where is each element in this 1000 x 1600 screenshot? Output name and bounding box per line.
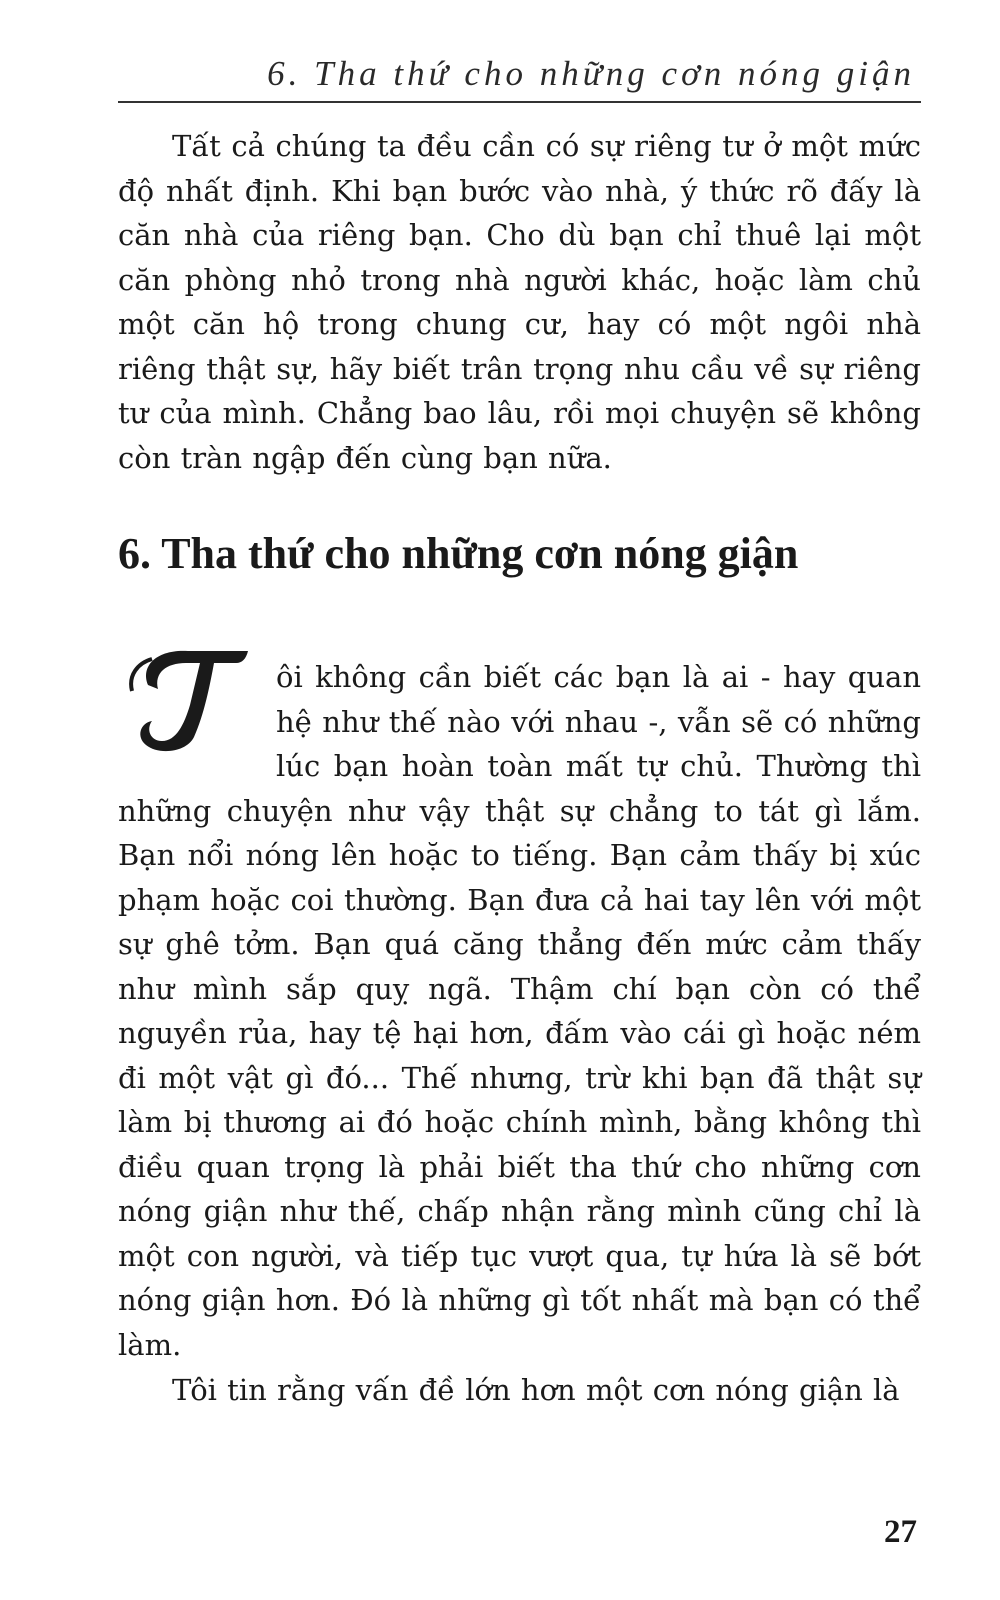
book-page (118, 0, 921, 1600)
page-number: 27 (884, 1514, 917, 1550)
dropcap-t-icon (118, 645, 258, 755)
paragraph-continuation: Tôi tin rằng vấn đề lớn hơn một cơn nóng giận là (172, 1373, 900, 1407)
header-divider (118, 101, 921, 103)
paragraph-privacy: Tất cả chúng ta đều cần có sự riêng tư ở một mức độ nhất định. Khi bạn bước vào nhà, ý thức rõ đấy là căn nhà của riêng bạn. Cho dù bạn chỉ thuê lại một căn phòng nhỏ trong nhà người khác, hoặc làm chủ một căn hộ trong chung cư, hay có một ngôi nhà riêng thật sự, hãy biết trân trọng nhu cầu về sự riêng tư của mình. Chẳng bao lâu, rồi mọi chuyện sẽ không còn tràn ngập đến cùng bạn nữa. (118, 129, 921, 475)
paragraph-anger (118, 655, 921, 1367)
running-header: 6. Tha thứ cho những cơn nóng giận (267, 54, 915, 93)
section-heading: 6. Tha thứ cho những cơn nóng giận (118, 529, 799, 578)
paragraph-anger-text: ôi không cần biết các bạn là ai - hay quan hệ như thế nào với nhau -, vẫn sẽ có những lúc bạn hoàn toàn mất tự chủ. Thường thì những chuyện như vậy thật sự chẳng to tát gì lắm. Bạn nổi nóng lên hoặc to tiếng. Bạn cảm thấy bị xúc phạm hoặc coi thường. Bạn đưa cả hai tay lên với một sự ghê tởm. Bạn quá căng thẳng đến mức cảm thấy như mình sắp quỵ ngã. Thậm chí bạn còn có thể nguyền rủa, hay tệ hại hơn, đấm vào cái gì hoặc ném đi một vật gì đó... Thế nhưng, trừ khi bạn đã thật sự làm bị thương ai đó hoặc chính mình, bằng không thì điều quan trọng là phải biết tha thứ cho những cơn nóng giận như thế, chấp nhận rằng mình cũng chỉ là một con người, và tiếp tục vượt qua, tự hứa là sẽ bớt nóng giận hơn. Đó là những gì tốt nhất mà bạn có thể làm. (118, 660, 921, 1362)
